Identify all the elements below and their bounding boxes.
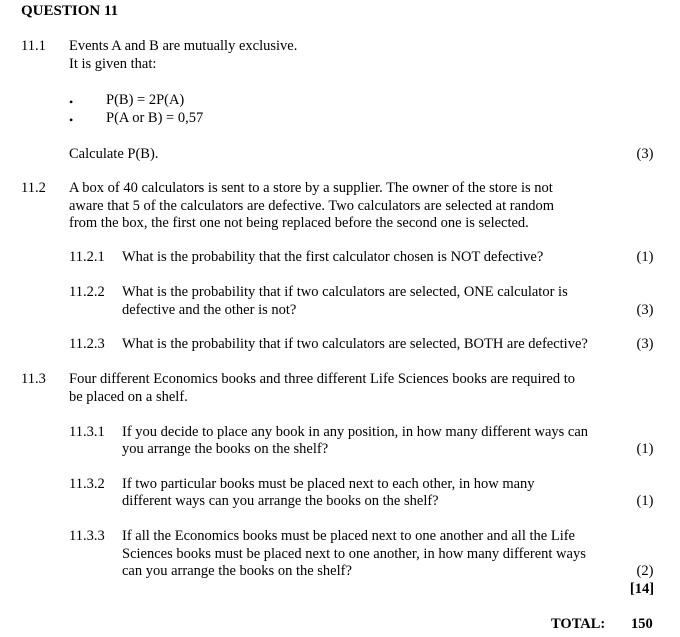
q11-2-text-line: aware that 5 of the calculators are defective. Two calculators are selected at random xyxy=(69,198,555,214)
q11-3-text-line: Four different Economics books and three different Life Sciences books are required to xyxy=(69,371,575,387)
subquestion-number-11-3-2: 11.3.2 xyxy=(69,476,105,492)
marks-11-2-1: (1) xyxy=(636,249,654,265)
marks-11-3-2: (1) xyxy=(636,493,654,509)
question-number-11-1: 11.1 xyxy=(21,38,46,54)
total-value: 150 xyxy=(631,616,653,632)
q11-1-text-line-1: Events A and B are mutually exclusive. xyxy=(69,38,298,54)
marks-11-3-1: (1) xyxy=(636,441,654,457)
given-item: P(A or B) = 0,57 xyxy=(106,110,204,126)
subquestion-text: defective and the other is not? xyxy=(122,302,297,318)
q11-1-instruction: Calculate P(B). xyxy=(69,146,159,162)
subquestion-number-11-2-3: 11.2.3 xyxy=(69,336,105,352)
marks-11-1: (3) xyxy=(636,146,654,162)
subquestion-text: What is the probability that if two calculators are selected, ONE calculator is xyxy=(122,284,568,300)
subquestion-text: If two particular books must be placed next to each other, in how many xyxy=(122,476,535,492)
q11-1-text-line-2: It is given that: xyxy=(69,56,157,72)
subquestion-text: What is the probability that the first calculator chosen is NOT defective? xyxy=(122,249,544,265)
marks-11-2-3: (3) xyxy=(636,336,654,352)
subquestion-text: If you decide to place any book in any position, in how many different ways can xyxy=(122,424,589,440)
q11-2-text-line: from the box, the first one not being replaced before the second one is selected. xyxy=(69,215,529,231)
q11-3-text-line: be placed on a shelf. xyxy=(69,389,188,405)
subquestion-number-11-2-2: 11.2.2 xyxy=(69,284,105,300)
subquestion-text: If all the Economics books must be placed next to one another and all the Life xyxy=(122,528,575,544)
question-number-11-3: 11.3 xyxy=(21,371,46,387)
question-total-marks: [14] xyxy=(629,581,655,597)
subquestion-text: can you arrange the books on the shelf? xyxy=(122,563,352,579)
marks-11-2-2: (3) xyxy=(636,302,654,318)
bullet-icon: • xyxy=(69,95,74,109)
marks-11-3-3: (2) xyxy=(636,563,654,579)
bullet-icon: • xyxy=(69,113,74,127)
question-heading: QUESTION 11 xyxy=(21,3,119,19)
subquestion-number-11-2-1: 11.2.1 xyxy=(69,249,105,265)
given-item: P(B) = 2P(A) xyxy=(106,92,185,108)
subquestion-text: What is the probability that if two calculators are selected, BOTH are defective? xyxy=(122,336,588,352)
subquestion-text: you arrange the books on the shelf? xyxy=(122,441,329,457)
subquestion-text: Sciences books must be placed next to one another, in how many different ways xyxy=(122,546,586,562)
subquestion-number-11-3-1: 11.3.1 xyxy=(69,424,105,440)
subquestion-number-11-3-3: 11.3.3 xyxy=(69,528,105,544)
question-number-11-2: 11.2 xyxy=(21,180,46,196)
total-label: TOTAL: xyxy=(551,616,606,632)
q11-2-text-line: A box of 40 calculators is sent to a store by a supplier. The owner of the store is not xyxy=(69,180,553,196)
subquestion-text: different ways can you arrange the books on the shelf? xyxy=(122,493,439,509)
